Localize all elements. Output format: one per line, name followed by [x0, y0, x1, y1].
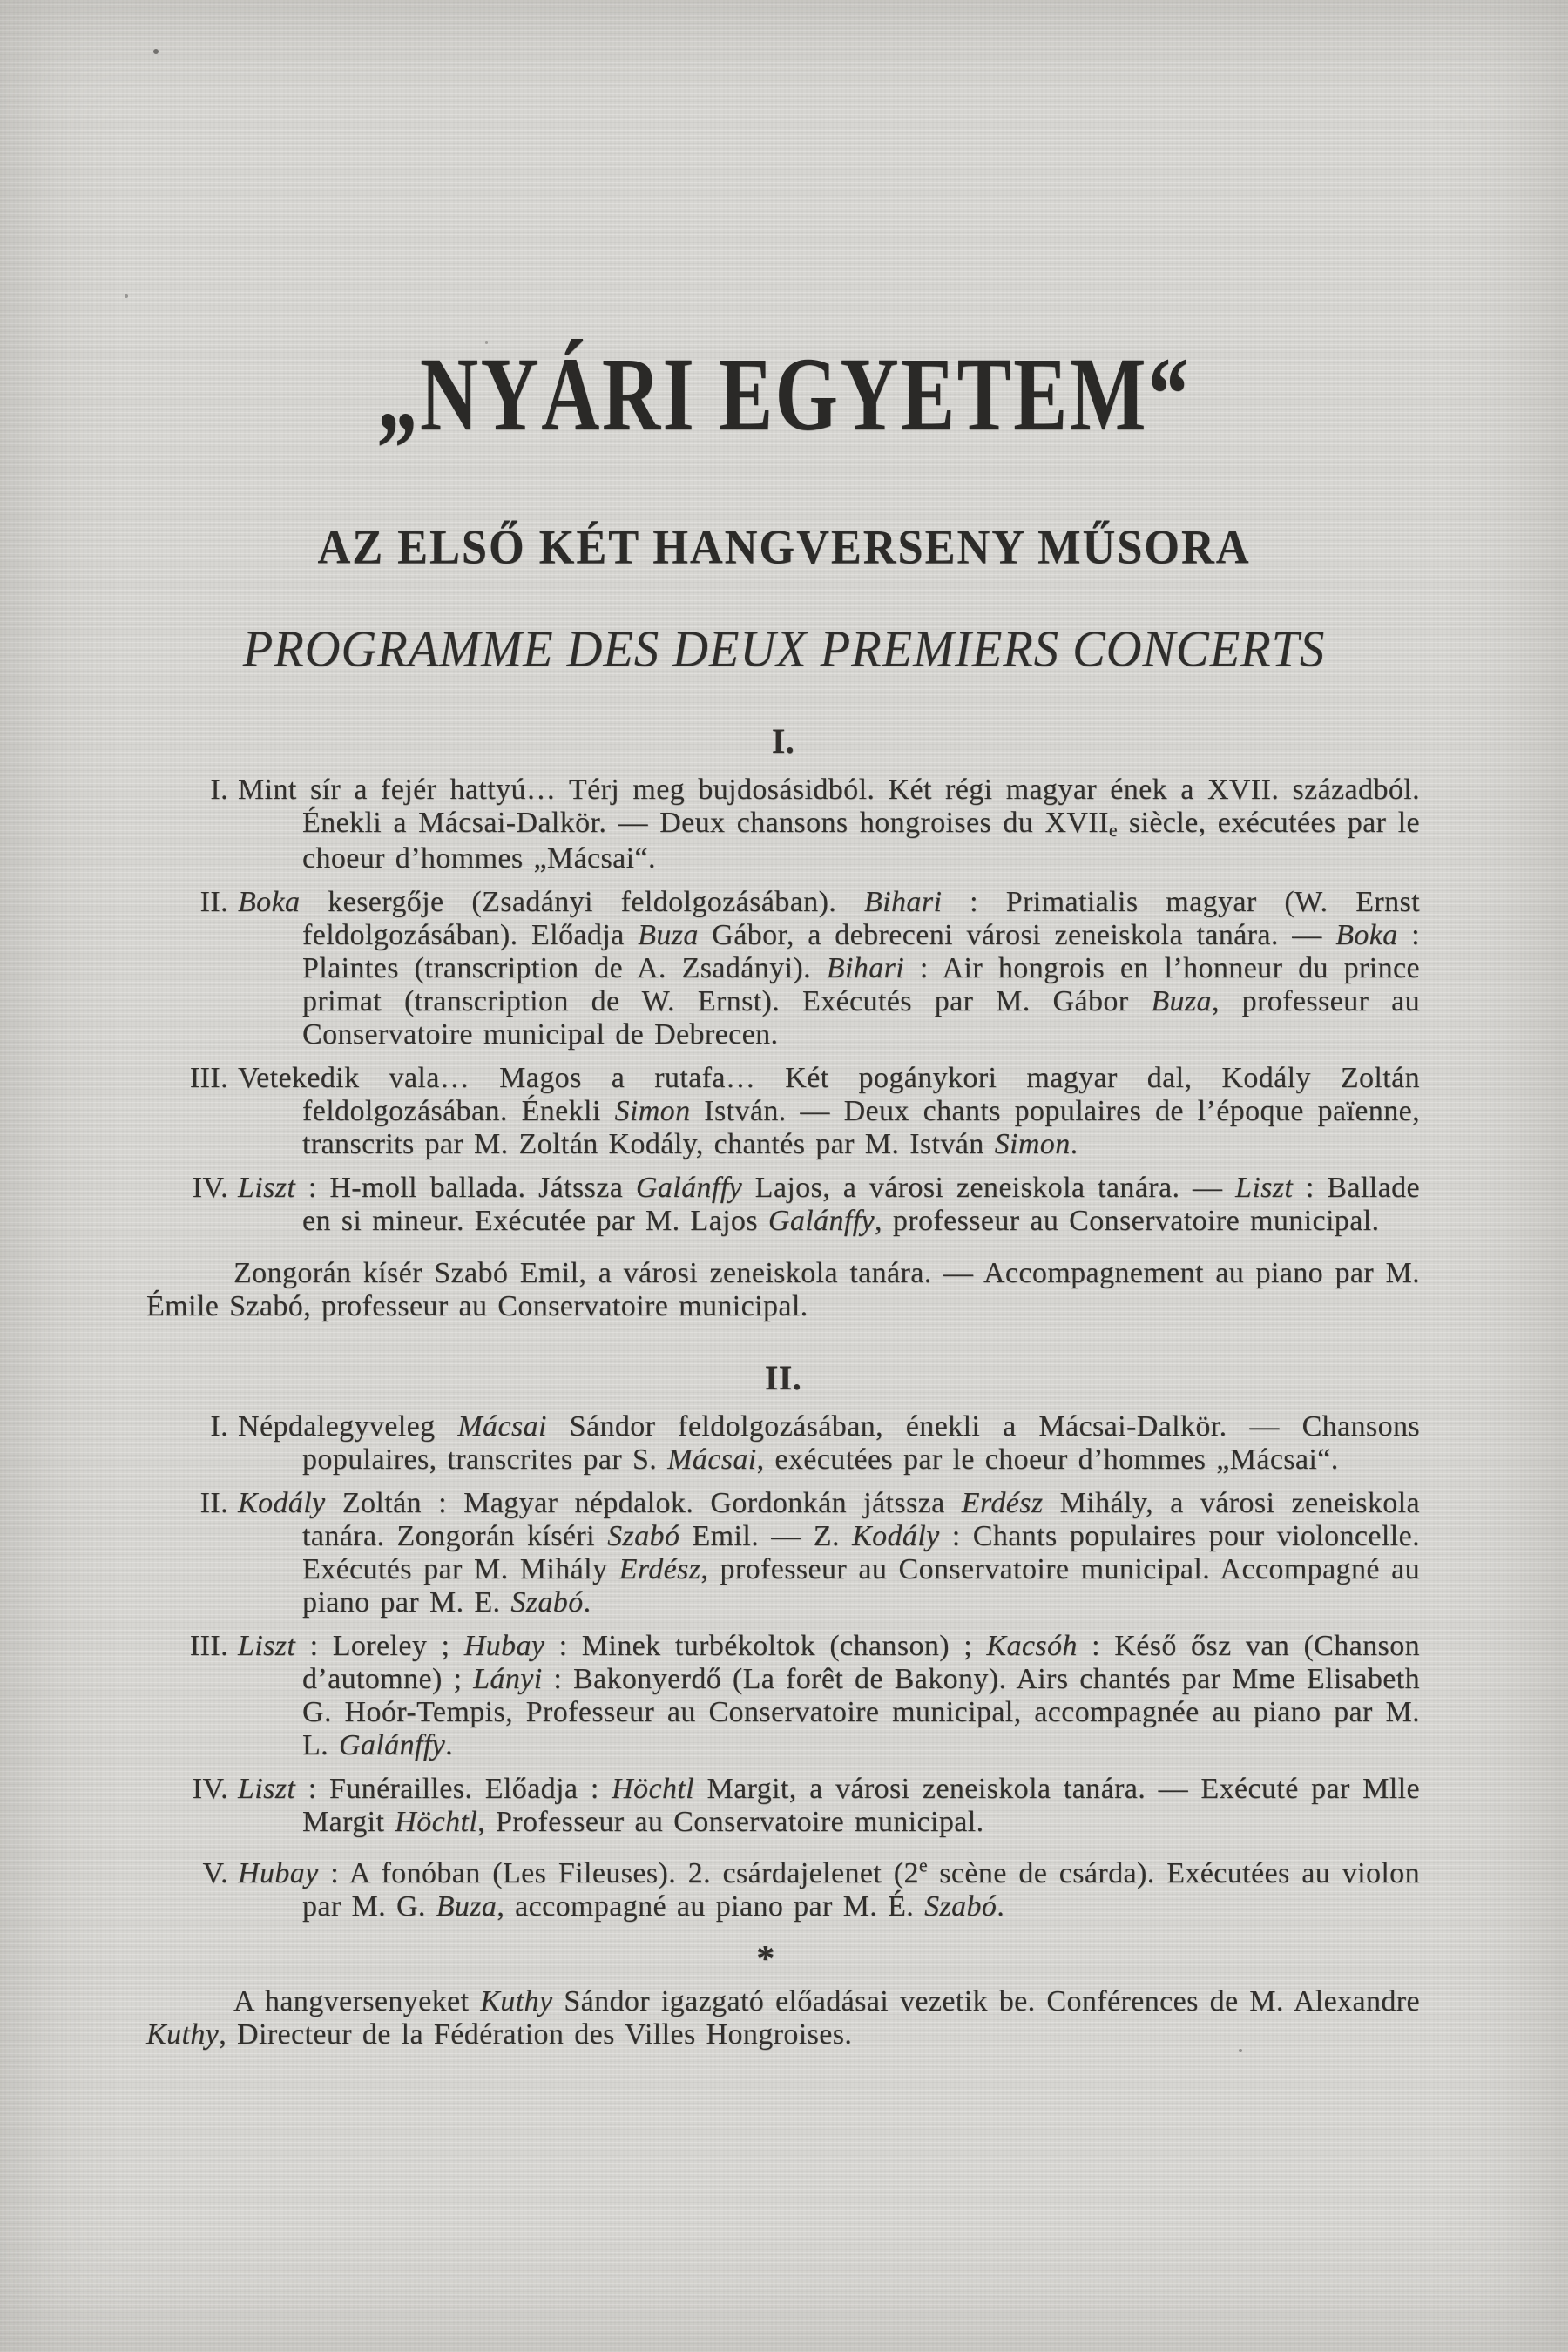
item-text: Liszt : Funérailles. Előadja : Höchtl Margit, a városi zeneiskola tanára. — Exécuté par Mlle Margit Höchtl, Professeur au Conservatoire municipal. — [238, 1773, 1420, 1838]
ordinal-suffix: e — [1108, 819, 1118, 841]
ordinal-suffix: e — [918, 1855, 928, 1876]
item-text: Liszt : Loreley ; Hubay : Minek turbékoltok (chanson) ; Kacsóh : Késő ősz van (Chanson d’automne) ; Lányi : Bakonyerdő (La forêt de Bakony). Airs chantés par Mme Elisabeth G. Hoór-Tempis, Professeur au Conservatoire municipal, accompagnée au piano par M. L. Galánffy. — [238, 1630, 1420, 1761]
programme-item — [146, 1630, 1420, 1762]
programme-body — [146, 721, 1420, 2051]
item-text: Vetekedik vala… Magos a rutafa… Két pogánykori magyar dal, Kodály Zoltán feldolgozásában. Énekli Simon István. — Deux chants populaires de l’époque païenne, transcrits par M. Zoltán Kodály, chantés par M. István Simon. — [238, 1062, 1420, 1160]
paper-speck — [153, 49, 159, 54]
item-numeral: V. — [202, 1857, 228, 1890]
italic-name: Buza — [1151, 985, 1212, 1017]
italic-name: Kuthy — [480, 1985, 553, 2018]
italic-name: Erdész — [618, 1553, 701, 1585]
programme-item — [146, 1410, 1420, 1477]
italic-name: Liszt — [238, 1630, 296, 1662]
subtitle-french: PROGRAMME DES DEUX PREMIERS CONCERTS — [242, 620, 1326, 679]
italic-name: Erdész — [961, 1487, 1044, 1519]
section-note: Zongorán kísér Szabó Emil, a városi zeneiskola tanára. — Accompagnement au piano par M. Émile Szabó, professeur au Conservatoire municipal. — [146, 1257, 1420, 1322]
paper-speck — [125, 294, 128, 298]
programme-item — [146, 774, 1420, 875]
italic-name: Simon — [994, 1128, 1071, 1160]
item-numeral: I. — [210, 774, 228, 806]
italic-name: Galánffy — [767, 1205, 875, 1237]
italic-name: Mácsai — [667, 1443, 757, 1476]
italic-name: Boka — [238, 886, 301, 918]
italic-name: Bihari — [864, 886, 943, 918]
italic-name: Kodály — [238, 1487, 326, 1519]
italic-name: Hubay — [463, 1630, 545, 1662]
italic-name: Lányi — [473, 1663, 543, 1695]
italic-name: Mácsai — [457, 1410, 547, 1443]
programme-item — [146, 886, 1420, 1051]
italic-name: Liszt — [238, 1172, 296, 1204]
item-text: Liszt : H-moll ballada. Játssza Galánffy Lajos, a városi zeneiskola tanára. — Liszt : Ballade en si mineur. Exécutée par M. Lajos Galánffy, professeur au Conservatoire municipal. — [238, 1172, 1420, 1237]
italic-name: Buza — [638, 919, 699, 951]
italic-name: Liszt — [238, 1773, 296, 1805]
italic-name: Kodály — [852, 1520, 940, 1552]
programme-item — [146, 1773, 1420, 1839]
item-numeral: II. — [199, 1487, 228, 1519]
item-numeral: IV. — [192, 1172, 228, 1204]
italic-name: Szabó — [924, 1890, 997, 1923]
section-heading: I. — [771, 721, 795, 760]
italic-name: Galánffy — [338, 1729, 446, 1761]
item-text: Népdalegyveleg Mácsai Sándor feldolgozásában, énekli a Mácsai-Dalkör. — Chansons populaires, transcrites par S. Mácsai, exécutées par le choeur d’hommes „Mácsai“. — [238, 1410, 1420, 1476]
item-numeral: III. — [189, 1062, 228, 1094]
item-text: Boka kesergője (Zsadányi feldolgozásában). Bihari : Primatialis magyar (W. Ernst feldolgozásában). Előadja Buza Gábor, a debreceni városi zeneiskola tanára. — Boka : Plaintes (transcription de A. Zsadányi). Bihari : Air hongrois en l’honneur du prince primat (transcription de W. Ernst). Exécutés par M. Gábor Buza, professeur au Conservatoire municipal de Debrecen. — [238, 886, 1421, 1051]
italic-name: Szabó — [510, 1586, 584, 1619]
italic-name: Simon — [614, 1095, 691, 1127]
programme-item — [146, 1849, 1420, 1923]
item-numeral: I. — [210, 1410, 228, 1443]
item-text: Mint sír a fejér hattyú… Térj meg bujdosásidból. Két régi magyar ének a XVII. századból. Énekli a Mácsai-Dalkör. — Deux chansons hongroises du XVIIe siècle, exécutées par le choeur d’hommes „Mácsai“. — [238, 774, 1420, 875]
item-text: Kodály Zoltán : Magyar népdalok. Gordonkán játssza Erdész Mihály, a városi zeneiskola tanára. Zongorán kíséri Szabó Emil. — Z. Kodály : Chants populaires pour violoncelle. Exécutés par M. Mihály Erdész, professeur au Conservatoire municipal. Accompagné au piano par M. E. Szabó. — [238, 1487, 1420, 1619]
italic-name: Buza — [436, 1890, 497, 1923]
programme-item — [146, 1172, 1420, 1238]
programme-item — [146, 1062, 1420, 1161]
item-numeral: II. — [199, 886, 228, 918]
italic-name: Szabó — [607, 1520, 680, 1552]
italic-name: Höchtl — [612, 1773, 695, 1805]
italic-name: Liszt — [1235, 1172, 1294, 1204]
italic-name: Galánffy — [635, 1172, 743, 1204]
item-numeral: III. — [189, 1630, 228, 1662]
italic-name: Hubay — [238, 1857, 319, 1890]
programme-item — [146, 1487, 1420, 1619]
italic-name: Kuthy — [146, 2018, 220, 2051]
closing-note: A hangversenyeket Kuthy Sándor igazgató előadásai vezetik be. Conférences de M. Alexandre Kuthy, Directeur de la Fédération des Villes Hongroises. — [146, 1985, 1420, 2051]
italic-name: Höchtl — [395, 1806, 478, 1838]
section-heading: II. — [764, 1358, 802, 1397]
italic-name: Kacsóh — [986, 1630, 1078, 1662]
italic-name: Boka — [1335, 919, 1398, 951]
page-title: „NYÁRI EGYETEM“ — [376, 336, 1192, 453]
subtitle-hungarian: AZ ELSŐ KÉT HANGVERSENY MŰSORA — [317, 519, 1251, 575]
item-numeral: IV. — [192, 1773, 228, 1805]
italic-name: Bihari — [826, 952, 905, 984]
item-text: Hubay : A fonóban (Les Fileuses). 2. csárdajelenet (2e scène de csárda). Exécutées au violon par M. G. Buza, accompagné au piano par M. É. Szabó. — [238, 1855, 1420, 1923]
separator-star: * — [756, 1939, 775, 1980]
